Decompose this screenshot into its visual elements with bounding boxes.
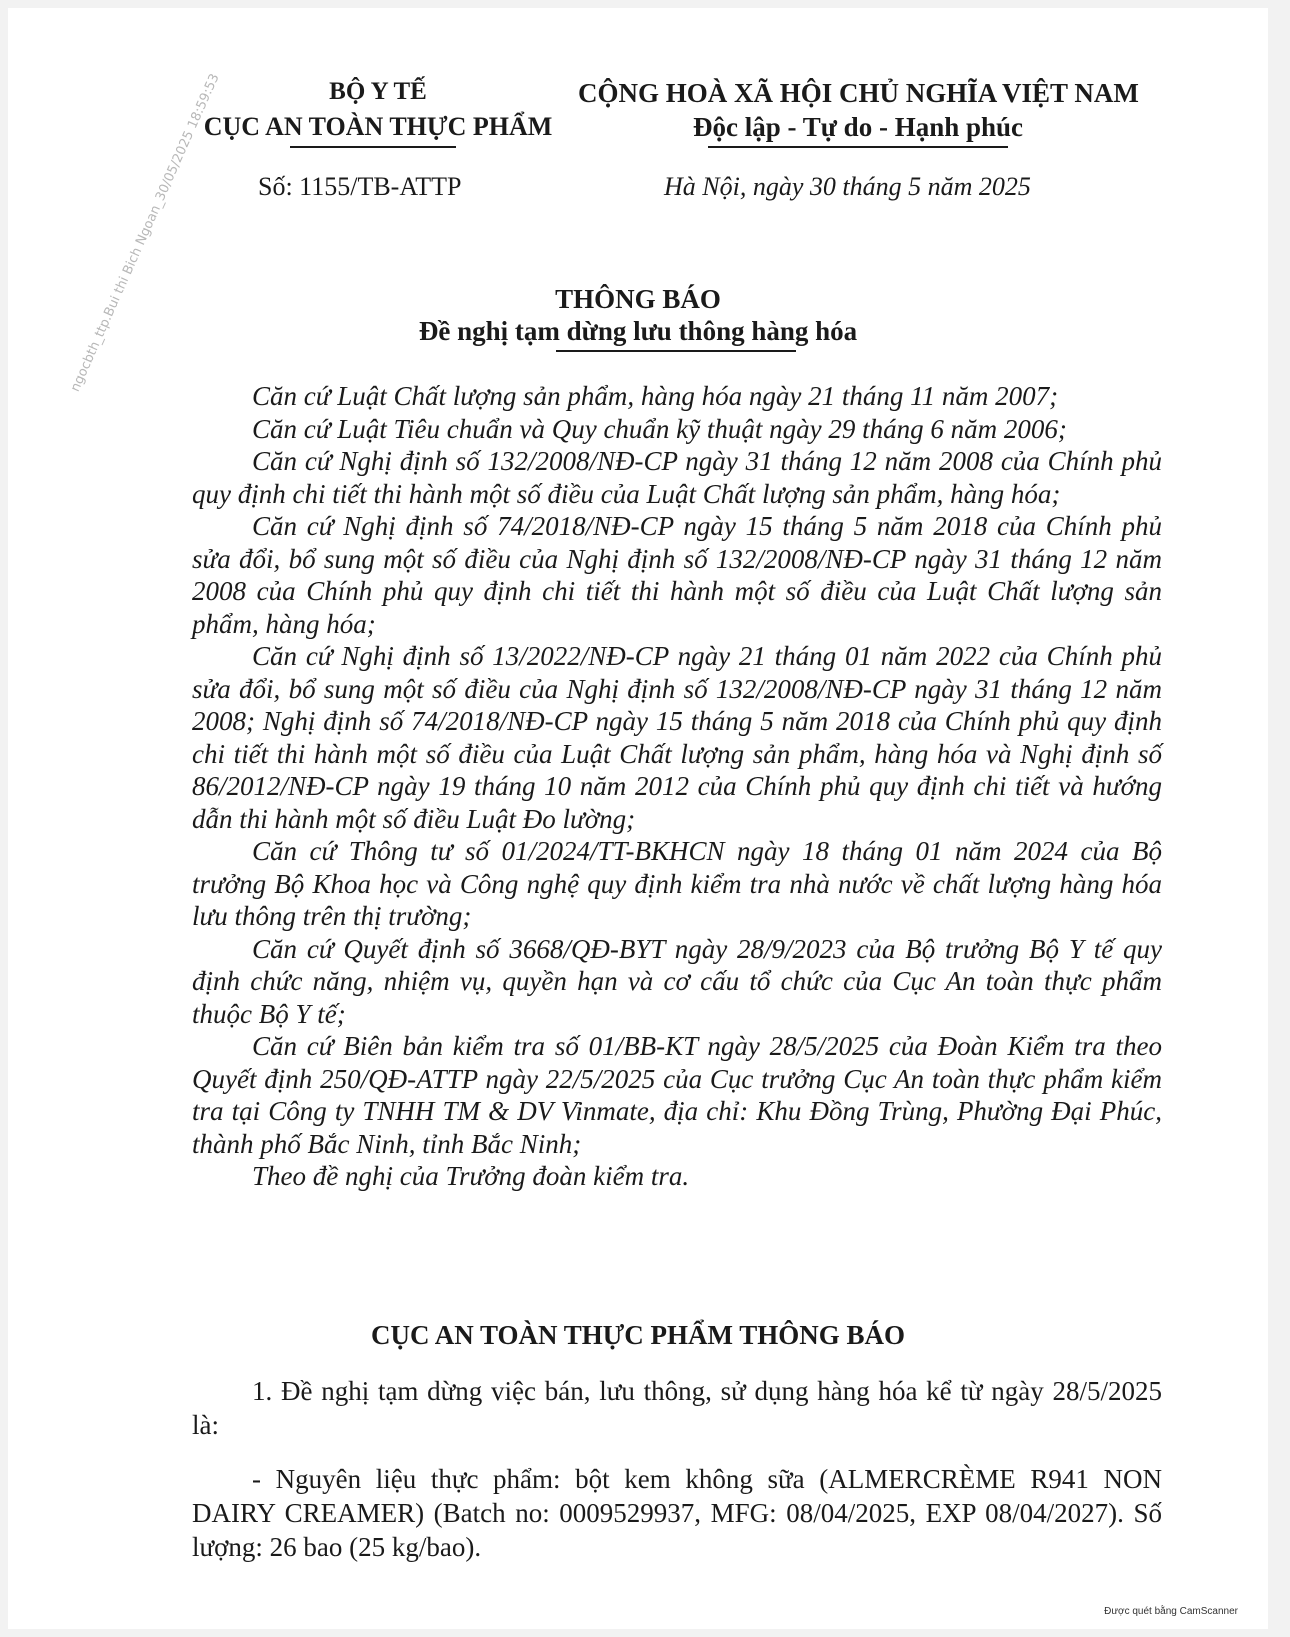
notice-subtitle: Đề nghị tạm dừng lưu thông hàng hóa (418, 316, 858, 346)
legal-bases (192, 380, 1162, 1193)
basis-item: Căn cứ Luật Tiêu chuẩn và Quy chuẩn kỹ thuật ngày 29 tháng 6 năm 2006; (252, 413, 1067, 444)
basis-item: Căn cứ Thông tư số 01/2024/TT-BKHCN ngày 18 tháng 01 năm 2024 của Bộ trưởng Bộ Khoa học và Công nghệ quy định kiểm tra nhà nước về chất lượng hàng hóa lưu thông trên thị trường; (192, 836, 1162, 931)
announce-heading: CỤC AN TOÀN THỰC PHẨM THÔNG BÁO (370, 1320, 906, 1350)
basis-item: Căn cứ Biên bản kiểm tra số 01/BB-KT ngày 28/5/2025 của Đoàn Kiểm tra theo Quyết định 250/QĐ-ATTP ngày 22/5/2025 của Cục trưởng Cục An toàn thực phẩm kiểm tra tại Công ty TNHH TM & DV Vinmate, địa chỉ: Khu Đồng Trùng, Phường Đại Phúc, thành phố Bắc Ninh, tỉnh Bắc Ninh; (192, 1031, 1162, 1159)
place-date: Hà Nội, ngày 30 tháng 5 năm 2025 (664, 172, 1031, 201)
item-1-detail: - Nguyên liệu thực phẩm: bột kem không sữa (ALMERCRÈME R941 NON DAIRY CREAMER) (Batch no: 0009529937, MFG: 08/04/2025, EXP 08/04/2027). Số lượng: 26 bao (25 kg/bao). (192, 1464, 1162, 1562)
notice-title: THÔNG BÁO (555, 284, 721, 314)
basis-item: Căn cứ Quyết định số 3668/QĐ-BYT ngày 28/9/2023 của Bộ trưởng Bộ Y tế quy định chức năng, nhiệm vụ, quyền hạn và cơ cấu tổ chức của Cục An toàn thực phẩm thuộc Bộ Y tế; (192, 933, 1162, 1029)
scanner-note: Được quét bằng CamScanner (1104, 1606, 1238, 1617)
agency-name: CỤC AN TOÀN THỰC PHẨM (203, 112, 553, 141)
document-number: Số: 1155/TB-ATTP (258, 172, 462, 201)
basis-item: Căn cứ Nghị định số 13/2022/NĐ-CP ngày 21 tháng 01 năm 2022 của Chính phủ sửa đổi, bổ sung một số điều của Nghị định số 132/2008/NĐ-CP ngày 31 tháng 12 năm 2008; Nghị định số 74/2018/NĐ-CP ngày 15 tháng 5 năm 2018 của Chính phủ quy định chi tiết thi hành một số điều của Luật Chất lượng sản phẩm, hàng hóa và Nghị định số 86/2012/NĐ-CP ngày 19 tháng 10 năm 2012 của Chính phủ quy định chi tiết và hướng dẫn thi hành một số điều Luật Đo lường; (192, 641, 1162, 834)
basis-item: Căn cứ Nghị định số 74/2018/NĐ-CP ngày 15 tháng 5 năm 2018 của Chính phủ sửa đổi, bổ sung một số điều của Nghị định số 132/2008/NĐ-CP ngày 31 tháng 12 năm 2008 của Chính phủ quy định chi tiết thi hành một số điều của Luật Chất lượng sản phẩm, hàng hóa; (192, 511, 1162, 639)
motto-underline (708, 146, 1008, 148)
motto: Độc lập - Tự do - Hạnh phúc (692, 112, 1024, 142)
subtitle-underline (556, 350, 796, 352)
announcement-body (192, 1374, 1162, 1564)
ministry-name: BỘ Y TẾ (329, 78, 427, 105)
basis-item: Theo đề nghị của Trưởng đoàn kiểm tra. (252, 1161, 690, 1191)
agency-underline (290, 146, 456, 148)
nation-name: CỘNG HOÀ XÃ HỘI CHỦ NGHĨA VIỆT NAM (578, 78, 1139, 108)
basis-item: Căn cứ Luật Chất lượng sản phẩm, hàng hóa ngày 21 tháng 11 năm 2007; (252, 381, 1059, 411)
document-page (8, 8, 1268, 1629)
item-1: 1. Đề nghị tạm dừng việc bán, lưu thông, sử dụng hàng hóa kể từ ngày 28/5/2025 là: (192, 1376, 1162, 1440)
signature-watermark: ngocbth_ttp.Bui thi Bich Ngoan_30/05/2025 18:59:53 (68, 71, 223, 395)
basis-item: Căn cứ Nghị định số 132/2008/NĐ-CP ngày 31 tháng 12 năm 2008 của Chính phủ quy định chi tiết thi hành một số điều của Luật Chất lượng sản phẩm, hàng hóa; (192, 446, 1162, 509)
